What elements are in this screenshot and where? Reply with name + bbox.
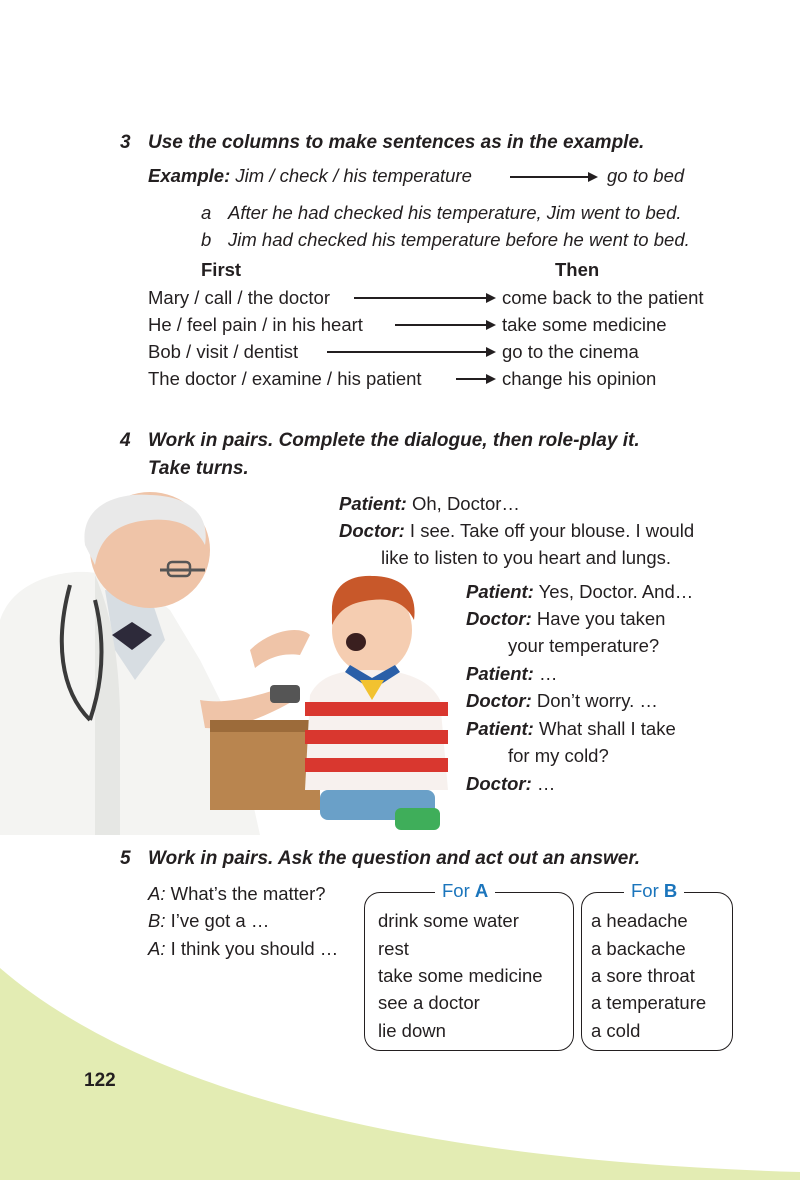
example-b-letter: b — [201, 229, 212, 250]
arrow-icon — [354, 293, 496, 303]
speaker-label: Doctor: — [466, 608, 532, 629]
row-then: come back to the patient — [502, 287, 704, 308]
dialogue-text: … — [536, 773, 556, 794]
example-a-letter: a — [201, 202, 212, 223]
box-a-item: drink some water — [378, 910, 519, 931]
dialogue-continuation: for my cold? — [508, 745, 609, 766]
example-then: go to bed — [607, 165, 685, 186]
dialogue-line — [466, 773, 555, 795]
dialogue-line — [339, 493, 520, 515]
speaker-label: Patient: — [466, 663, 534, 684]
row-then: change his opinion — [502, 368, 657, 389]
exercise-3-instruction: Use the columns to make sentences as in the example. — [148, 132, 645, 153]
row-first: He / feel pain / in his heart — [148, 314, 363, 335]
row-then: take some medicine — [502, 314, 667, 335]
exercise-5-number: 5 — [120, 848, 131, 869]
exercise-4-instruction-line2: Take turns. — [148, 458, 249, 479]
dialogue-continuation: like to listen to you heart and lungs. — [381, 547, 672, 568]
conversation-line — [148, 883, 326, 905]
row-then: go to the cinema — [502, 341, 639, 362]
exercise-4-number: 4 — [120, 430, 131, 451]
arrow-icon — [327, 347, 496, 357]
dialogue-text: Don’t worry. … — [536, 690, 658, 711]
speaker-label: Doctor: — [466, 773, 532, 794]
box-b-title-prefix: For — [631, 880, 664, 901]
conversation-line — [148, 938, 338, 960]
box-b-item: a backache — [591, 938, 686, 959]
dialogue-line — [466, 663, 557, 685]
conversation-text: I think you should … — [170, 938, 339, 959]
dialogue-text: Oh, Doctor… — [411, 493, 520, 514]
dialogue-line — [466, 718, 676, 740]
box-a-title-letter: A — [474, 880, 489, 901]
dialogue-text: Yes, Doctor. And… — [538, 581, 694, 602]
example-line — [148, 165, 472, 187]
speaker-label: Doctor: — [339, 520, 405, 541]
box-a-item: see a doctor — [378, 992, 480, 1013]
box-a-title-prefix: For — [442, 880, 475, 901]
column-header-first: First — [201, 259, 242, 280]
dialogue-line — [339, 520, 694, 542]
example-b-sentence: Jim had checked his temperature before he went to bed. — [228, 229, 690, 250]
conversation-text: I’ve got a … — [170, 910, 270, 931]
example-first: Jim / check / his temperature — [235, 165, 472, 186]
dialogue-line — [466, 608, 665, 630]
dialogue-text: Have you taken — [536, 608, 666, 629]
box-b-item: a headache — [591, 910, 688, 931]
dialogue-text: What shall I take — [538, 718, 676, 739]
box-b-title — [624, 880, 684, 902]
conversation-text: What’s the matter? — [170, 883, 326, 904]
box-b-item: a sore throat — [591, 965, 695, 986]
exercise-5-instruction: Work in pairs. Ask the question and act out an answer. — [148, 848, 640, 869]
box-b-title-letter: B — [663, 880, 678, 901]
dialogue-text: … — [538, 663, 558, 684]
dialogue-text: I see. Take off your blouse. I would — [409, 520, 695, 541]
speaker-label: A: — [148, 938, 166, 959]
dialogue-line — [466, 690, 658, 712]
example-a-sentence: After he had checked his temperature, Jim went to bed. — [228, 202, 682, 223]
column-header-then: Then — [555, 259, 600, 280]
speaker-label: Patient: — [466, 718, 534, 739]
example-arrow-icon — [510, 172, 598, 182]
speaker-label: A: — [148, 883, 166, 904]
dialogue-line — [466, 581, 693, 603]
row-first: Bob / visit / dentist — [148, 341, 299, 362]
arrow-icon — [395, 320, 496, 330]
page-number: 122 — [84, 1070, 116, 1091]
row-first: The doctor / examine / his patient — [148, 368, 422, 389]
exercise-4-instruction-line1: Work in pairs. Complete the dialogue, then role-play it. — [148, 430, 640, 451]
box-a-item: rest — [378, 938, 409, 959]
exercise-3-number: 3 — [120, 132, 131, 153]
speaker-label: Patient: — [339, 493, 407, 514]
box-a-title — [435, 880, 495, 902]
box-b-item: a temperature — [591, 992, 707, 1013]
box-a-item: lie down — [378, 1020, 446, 1041]
box-b-item: a cold — [591, 1020, 641, 1041]
speaker-label: Patient: — [466, 581, 534, 602]
row-first: Mary / call / the doctor — [148, 287, 330, 308]
example-label: Example: — [148, 165, 231, 186]
dialogue-continuation: your temperature? — [508, 635, 660, 656]
speaker-label: B: — [148, 910, 166, 931]
box-a-item: take some medicine — [378, 965, 543, 986]
arrow-icon — [456, 374, 496, 384]
speaker-label: Doctor: — [466, 690, 532, 711]
conversation-line — [148, 910, 269, 932]
